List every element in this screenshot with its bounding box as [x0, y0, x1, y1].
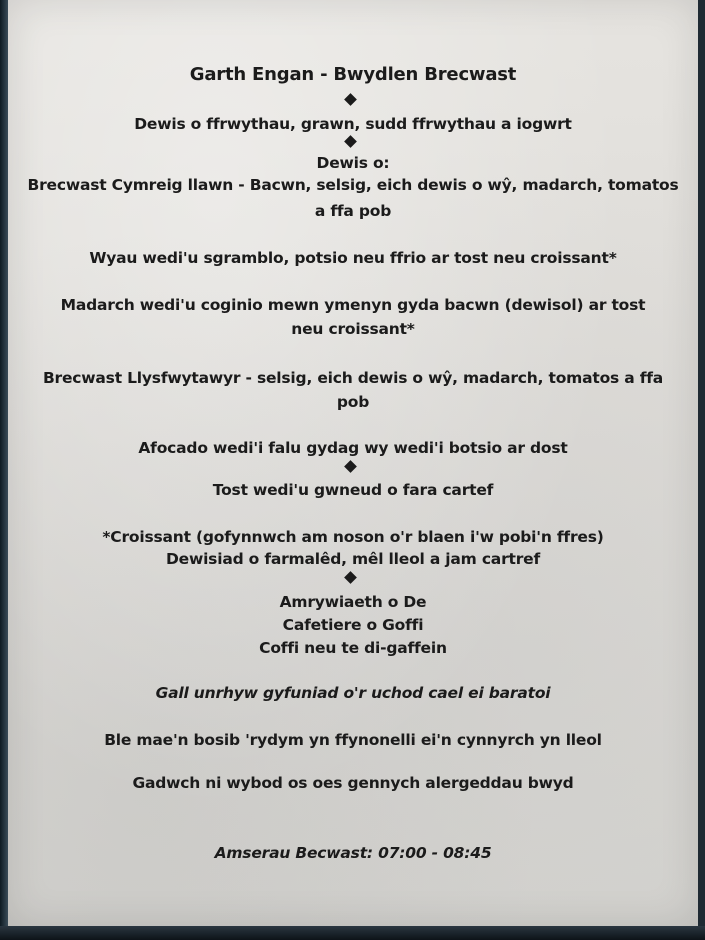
allergy-note: Gadwch ni wybod os oes gennych alergeddau bwyd — [132, 774, 574, 792]
menu-sheet — [8, 0, 698, 926]
diamond-divider-icon — [344, 571, 357, 584]
table-edge — [0, 0, 8, 940]
diamond-divider-icon — [344, 93, 357, 106]
toast-item: Tost wedi'u gwneud o fara cartef — [212, 481, 494, 499]
cafetiere-item: Cafetiere o Goffi — [282, 616, 424, 634]
choice-heading: Dewis o: — [316, 154, 390, 172]
eggs-item: Wyau wedi'u sgramblo, potsio neu ffrio ar tost neu croissant* — [89, 249, 617, 267]
diamond-divider-icon — [344, 135, 357, 148]
welsh-breakfast-line-2: a ffa pob — [314, 202, 392, 220]
veg-breakfast-line-1: Brecwast Llysfwytawyr - selsig, eich dewis o wŷ, madarch, tomatos a ffa — [42, 369, 664, 387]
mushrooms-line-1: Madarch wedi'u coginio mewn ymenyn gyda bacwn (dewisol) ar tost — [60, 296, 646, 314]
diamond-divider-icon — [344, 460, 357, 473]
prepare-note: Gall unrhyw gyfuniad o'r uchod cael ei baratoi — [155, 684, 551, 702]
welsh-breakfast-line-1: Brecwast Cymreig llawn - Bacwn, selsig, eich dewis o wŷ, madarch, tomatos — [27, 176, 679, 194]
breakfast-times: Amserau Becwast: 07:00 - 08:45 — [214, 844, 492, 862]
table-edge-bottom — [0, 926, 705, 940]
croissant-note: *Croissant (gofynnwch am noson o'r blaen i'w pobi'n ffres) — [102, 528, 604, 546]
decaf-item: Coffi neu te di-gaffein — [259, 639, 447, 657]
veg-breakfast-line-2: pob — [336, 393, 370, 411]
tea-item: Amrywiaeth o De — [279, 593, 427, 611]
marmalade-item: Dewisiad o farmalêd, mêl lleol a jam cartref — [165, 550, 541, 568]
mushrooms-line-2: neu croissant* — [291, 320, 415, 338]
local-note: Ble mae'n bosib 'rydym yn ffynonelli ei'n cynnyrch yn lleol — [104, 731, 602, 749]
fruit-line: Dewis o ffrwythau, grawn, sudd ffrwythau a iogwrt — [134, 115, 572, 133]
menu-title: Garth Engan - Bwydlen Brecwast — [189, 64, 517, 85]
avocado-item: Afocado wedi'i falu gydag wy wedi'i botsio ar dost — [138, 439, 568, 457]
